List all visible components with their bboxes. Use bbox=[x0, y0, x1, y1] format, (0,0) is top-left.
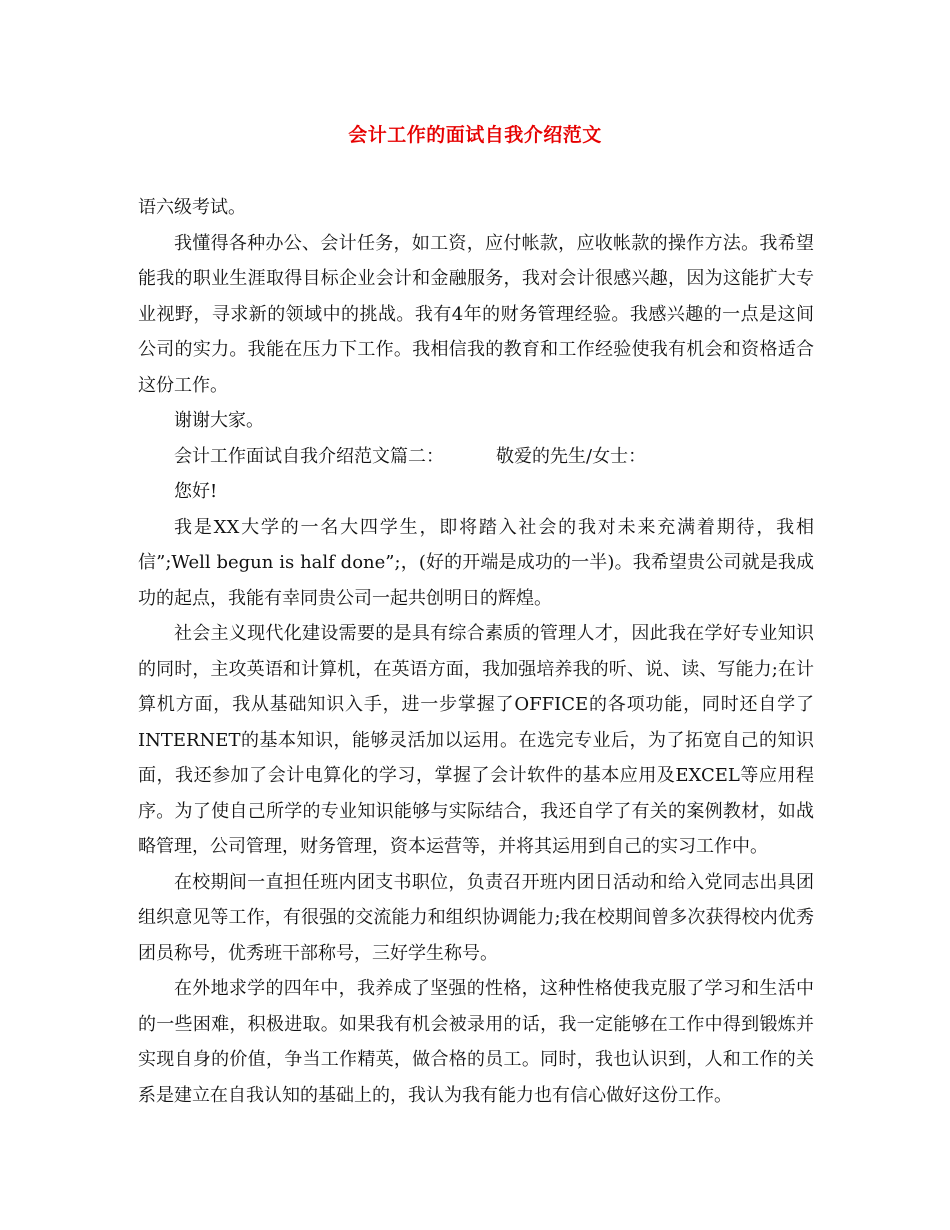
document-body bbox=[138, 190, 814, 1113]
salutation: 敬爱的先生/女士： bbox=[496, 445, 647, 467]
paragraph-skills: 我懂得各种办公、会计任务，如工资，应付帐款，应收帐款的操作方法。我希望能我的职业生涯取得目标企业会计和金融服务，我对会计很感兴趣，因为这能扩大专业视野，寻求新的领域中的挑战。我有4年的财务管理经验。我感兴趣的一点是这间公司的实力。我能在压力下工作。我相信我的教育和工作经验使我有机会和资格适合这份工作。 bbox=[138, 232, 814, 396]
paragraph-greeting: 您好! bbox=[174, 481, 218, 502]
paragraph-education: 社会主义现代化建设需要的是具有综合素质的管理人才，因此我在学好专业知识的同时，主攻英语和计算机，在英语方面，我加强培养我的听、说、读、写能力;在计算机方面，我从基础知识入手，进一步掌握了OFFICE的各项功能，同时还自学了INTERNET的基本知识，能够灵活加以运用。在选完专业后，为了拓宽自己的知识面，我还参加了会计电算化的学习，掌握了会计软件的基本应用及EXCEL等应用程序。为了使自己所学的专业知识能够与实际结合，我还自学了有关的案例教材，如战略管理，公司管理，财务管理，资本运营等，并将其运用到自己的实习工作中。 bbox=[138, 623, 814, 857]
document-title: 会计工作的面试自我介绍范文 bbox=[348, 124, 602, 146]
section-heading: 会计工作面试自我介绍范文篇二： bbox=[174, 445, 444, 467]
paragraph-character: 在外地求学的四年中，我养成了坚强的性格，这种性格使我克服了学习和生活中的一些困难，积极进取。如果我有机会被录用的话，我一定能够在工作中得到锻炼并实现自身的价值，争当工作精英，做合格的员工。同时，我也认识到，人和工作的关系是建立在自我认知的基础上的，我认为我有能力也有信心做好这份工作。 bbox=[138, 978, 814, 1106]
paragraph-heading-line bbox=[138, 439, 814, 475]
paragraph-intro: 我是XX大学的一名大四学生，即将踏入社会的我对未来充满着期待，我相信”;Well begun is half done”;，(好的开端是成功的一半)。我希望贵公司就是我成功的起点，我能有幸同贵公司一起共创明日的辉煌。 bbox=[138, 516, 814, 609]
paragraph-continuation: 语六级考试。 bbox=[138, 197, 246, 218]
paragraph-thanks: 谢谢大家。 bbox=[174, 410, 264, 431]
paragraph-campus-roles: 在校期间一直担任班内团支书职位，负责召开班内团日活动和给入党同志出具团组织意见等工作，有很强的交流能力和组织协调能力;我在校期间曾多次获得校内优秀团员称号，优秀班干部称号，三好学生称号。 bbox=[138, 871, 814, 964]
